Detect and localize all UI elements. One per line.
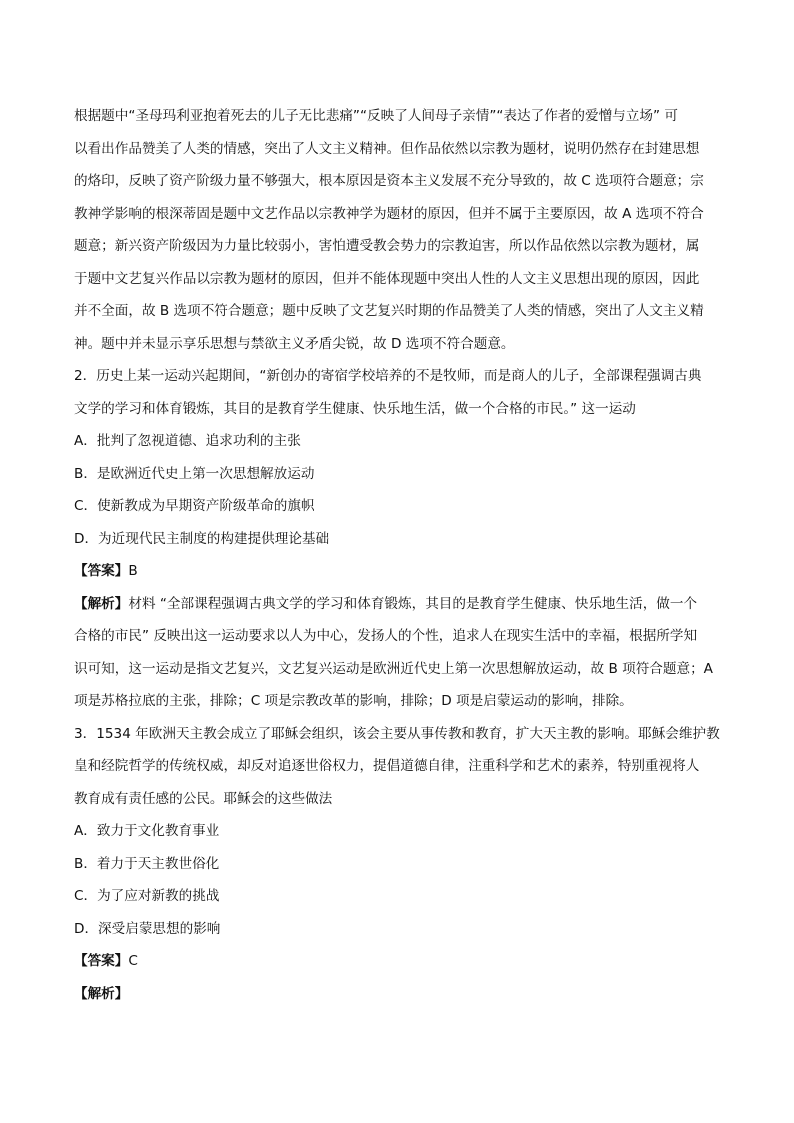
question-stem-line: 3．1534 年欧洲天主教会成立了耶稣会组织，该会主要从事传教和教育，扩大天主教的影响。耶稣会维护教	[74, 725, 720, 742]
answer-value: B	[128, 563, 138, 579]
analysis-text: 材料 “全部课程强调古典文学的学习和体育锻炼，其目的是教育学生健康、快乐地生活，做一个	[128, 595, 698, 612]
text-line: 教神学影响的根深蒂固是题中文艺作品以宗教神学为题材的原因，但并不属于主要原因，故 A 选项不符合	[74, 205, 704, 222]
answer-tag: 【答案】	[74, 563, 129, 579]
question-stem-line: 皇和经院哲学的传统权威，却反对追逐世俗权力，提倡道德自律，注重科学和艺术的素养，特别重视将人	[74, 758, 700, 774]
analysis-line: 识可知，这一运动是指文艺复兴，文艺复兴运动是欧洲近代史上第一次思想解放运动，故 B 项符合题意；A	[74, 660, 713, 677]
option-a: A．致力于文化教育事业	[74, 823, 220, 839]
question-stem-line: 文学的学习和体育锻炼，其目的是教育学生健康、快乐地生活，做一个合格的市民。” 这一运动	[74, 400, 636, 417]
text-line: 于题中文艺复兴作品以宗教为题材的原因，但并不能体现题中突出人性的人文主义思想出现的原因，因此	[74, 270, 700, 287]
option-d: D．深受启蒙思想的影响	[74, 920, 221, 937]
text-line: 神。题中并未显示享乐思想与禁欲主义矛盾尖锐，故 D 选项不符合题意。	[74, 335, 515, 352]
text-line: 的烙印，反映了资产阶级力量不够强大，根本原因是资本主义发展不充分导致的，故 C 选项符合题意；宗	[74, 173, 704, 189]
text-line: 根据题中“圣母玛利亚抱着死去的儿子无比悲痛”“反映了人间母子亲情”“表达了作者的爱憎与立场” 可	[74, 108, 678, 124]
option-b: B．着力于天主教世俗化	[74, 855, 220, 872]
question-stem-line: 教育成有责任感的公民。耶稣会的这些做法	[74, 790, 333, 807]
option-d: D．为近现代民主制度的构建提供理论基础	[74, 530, 330, 547]
question-2	[74, 360, 728, 718]
option-b: B．是欧洲近代史上第一次思想解放运动	[74, 465, 315, 482]
analysis-tag: 【解析】	[74, 985, 129, 1002]
answer-value: C	[128, 953, 138, 969]
analysis-line	[74, 588, 728, 621]
previous-explanation	[74, 100, 728, 360]
analysis-line: 合格的市民” 反映出这一运动要求以人为中心，发扬人的个性，追求人在现实生活中的幸福，根据所学知	[74, 628, 698, 644]
analysis-tag: 【解析】	[74, 595, 129, 612]
option-a: A．批判了忽视道德、追求功利的主张	[74, 433, 301, 449]
text-line: 以看出作品赞美了人类的情感，突出了人文主义精神。但作品依然以宗教为题材，说明仍然存在封建思想	[74, 140, 700, 157]
question-3	[74, 718, 728, 1011]
question-stem-line: 2．历史上某一运动兴起期间，“新创办的寄宿学校培养的不是牧师，而是商人的儿子，全部课程强调古典	[74, 368, 702, 384]
analysis-line: 项是苏格拉底的主张，排除；C 项是宗教改革的影响，排除；D 项是启蒙运动的影响，排除。	[74, 693, 633, 709]
answer-tag: 【答案】	[74, 953, 129, 969]
analysis-line	[74, 978, 728, 1011]
page-content	[74, 100, 728, 1010]
answer-line	[74, 555, 728, 588]
text-line: 并不全面，故 B 选项不符合题意；题中反映了文艺复兴时期的作品赞美了人类的情感，突出了人文主义精	[74, 303, 704, 319]
answer-line	[74, 945, 728, 978]
text-line: 题意；新兴资产阶级因为力量比较弱小，害怕遭受教会势力的宗教迫害，所以作品依然以宗教为题材，属	[74, 238, 700, 254]
option-c: C．为了应对新教的挑战	[74, 888, 220, 904]
option-c: C．使新教成为早期资产阶级革命的旗帜	[74, 498, 315, 514]
